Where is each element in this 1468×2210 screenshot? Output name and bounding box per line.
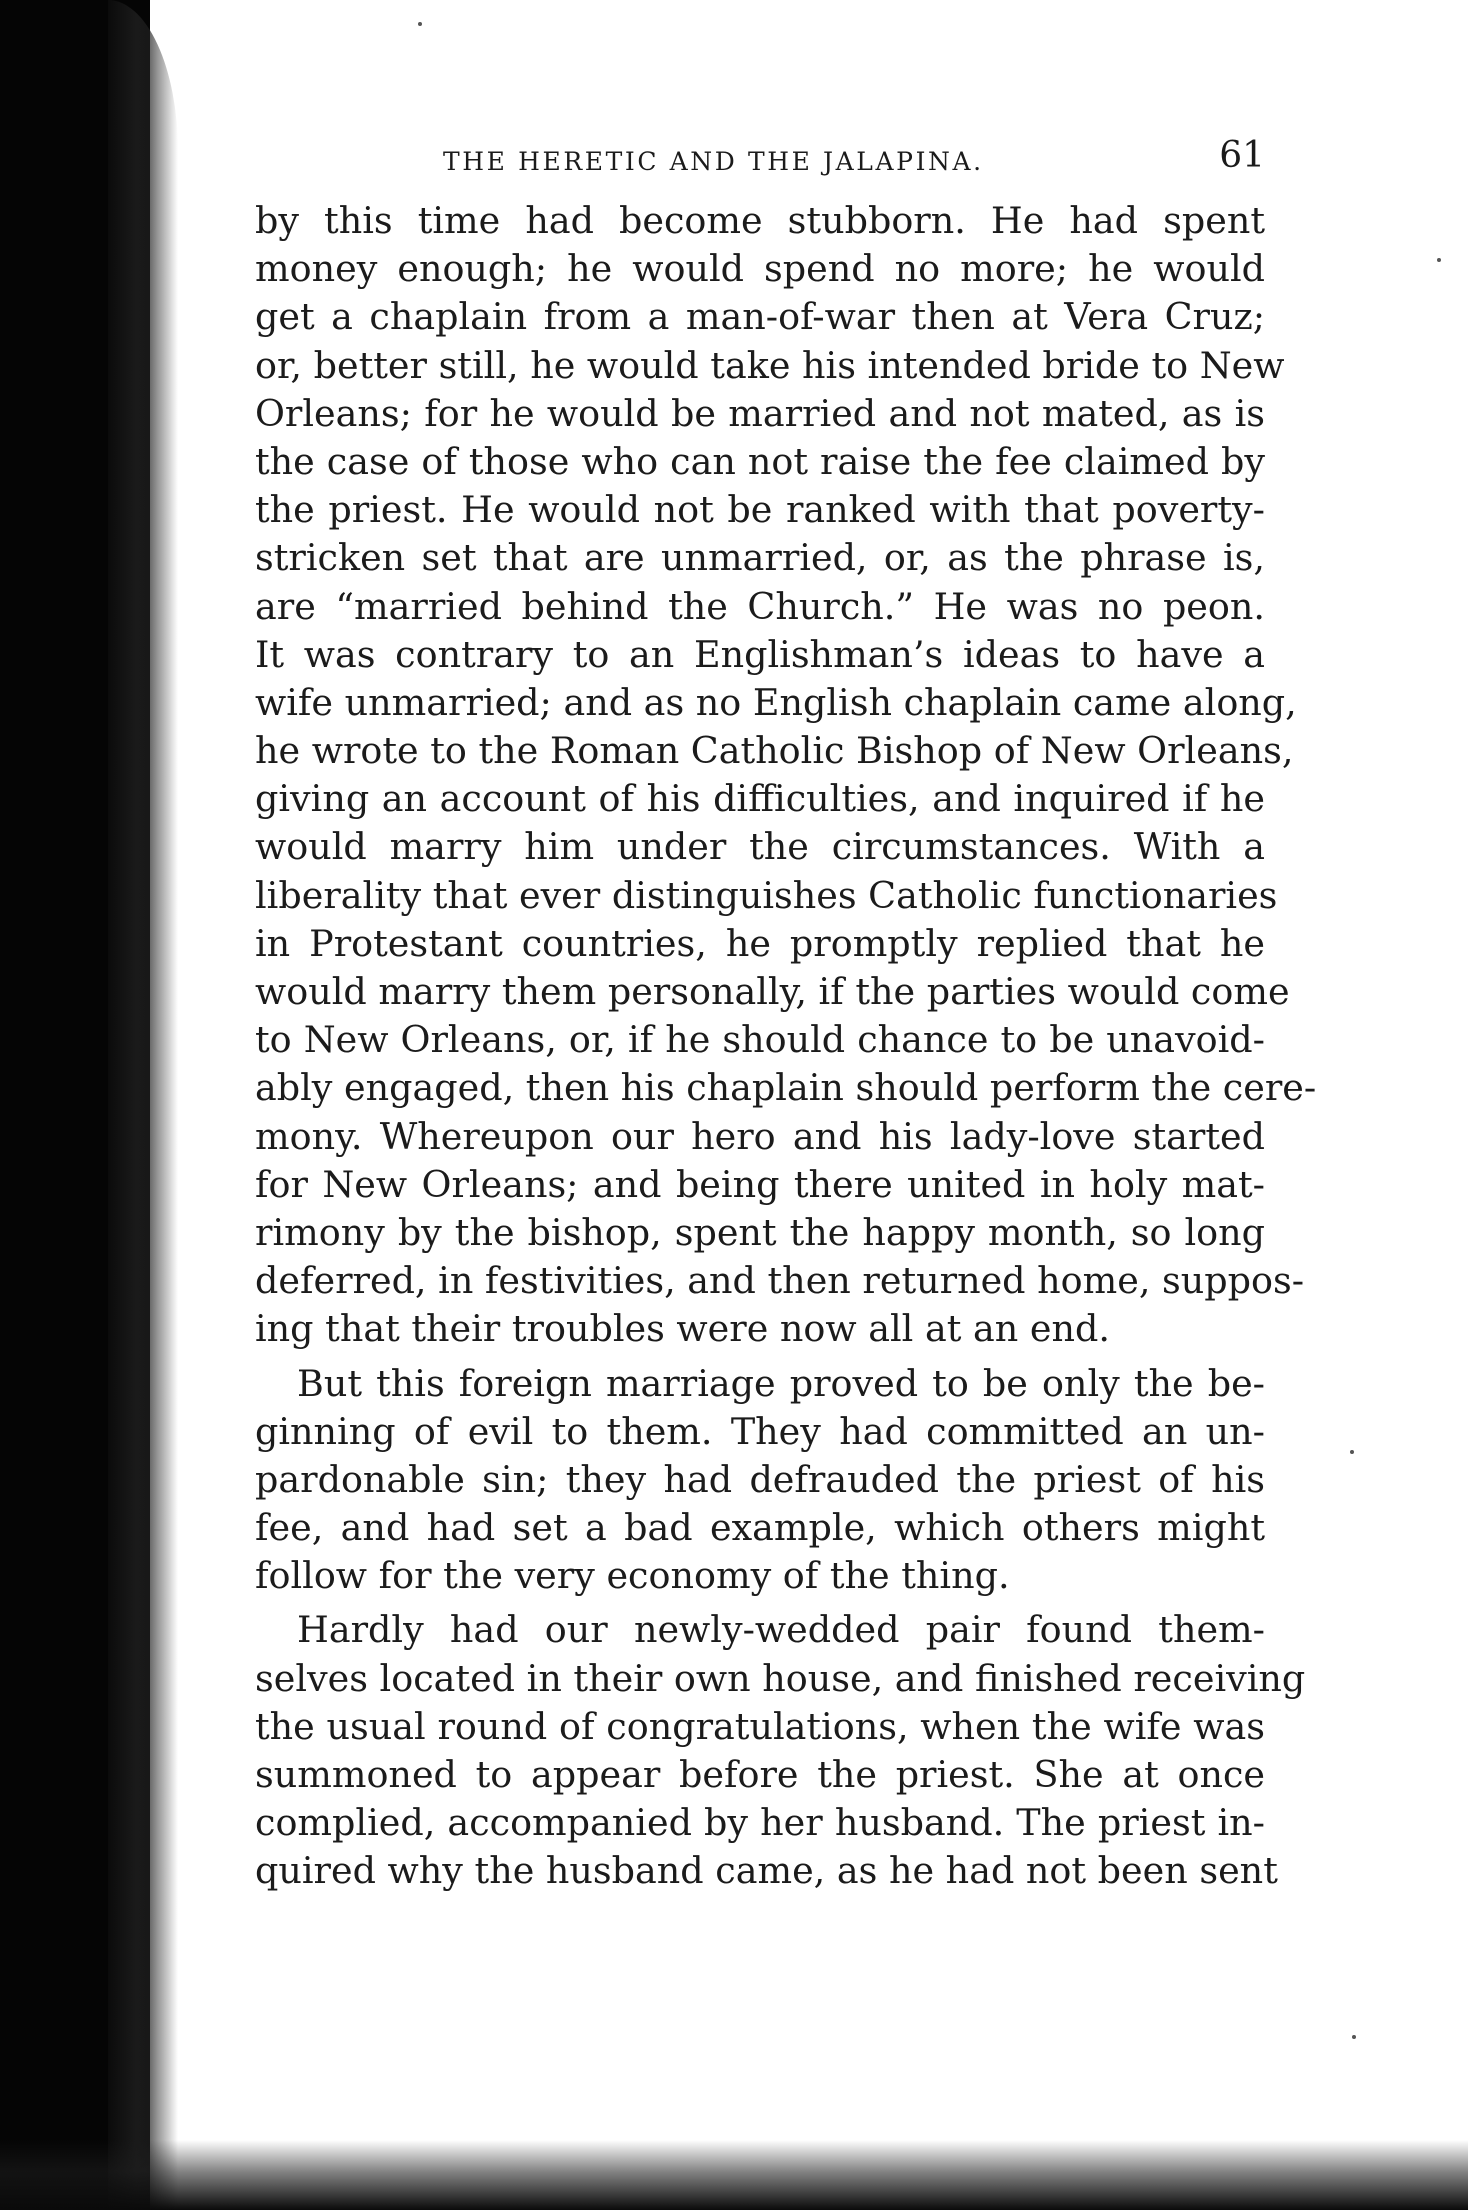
text-line: stricken set that are unmarried, or, as the phrase is, <box>255 536 1265 580</box>
page-number: 61 <box>1219 135 1265 176</box>
scan-bottom-shadow <box>0 2140 1468 2210</box>
book-page <box>255 135 1317 2095</box>
text-line: Hardly had our newly-wedded pair found them- <box>297 1608 1265 1652</box>
text-line: are “married behind the Church.” He was no peon. <box>255 584 1265 628</box>
paragraph-2 <box>255 1360 1265 1601</box>
text-line: the priest. He would not be ranked with that poverty- <box>255 488 1265 532</box>
text-line: Orleans; for he would be married and not mated, as is <box>255 391 1265 435</box>
text-line: pardonable sin; they had defrauded the priest of his <box>255 1457 1265 1501</box>
running-head-title: THE HERETIC AND THE JALAPINA. <box>443 147 984 176</box>
text-line: rimony by the bishop, spent the happy month, so long <box>255 1210 1265 1254</box>
running-head <box>255 135 1265 191</box>
text-line: deferred, in festivities, and then returned home, suppos- <box>255 1259 1305 1303</box>
scan-speck <box>418 22 422 26</box>
text-line: the case of those who can not raise the fee claimed by <box>255 439 1265 483</box>
text-line: money enough; he would spend no more; he would <box>255 247 1265 291</box>
text-line: for New Orleans; and being there united in holy mat- <box>255 1162 1265 1206</box>
text-line: by this time had become stubborn. He had spent <box>255 199 1265 242</box>
text-line: liberality that ever distinguishes Catholic functionaries <box>255 873 1278 917</box>
text-line: follow for the very economy of the thing. <box>255 1554 1010 1598</box>
text-line: the usual round of congratulations, when the wife was <box>255 1704 1265 1748</box>
text-body <box>255 197 1317 1896</box>
scan-page-curl-shadow <box>108 0 178 2210</box>
text-line: giving an account of his difficulties, and inquired if he <box>255 777 1265 821</box>
text-line: selves located in their own house, and finished receiving <box>255 1656 1306 1700</box>
text-line: summoned to appear before the priest. She at once <box>255 1753 1265 1796</box>
text-line: quired why the husband came, as he had not been sent <box>255 1849 1278 1893</box>
text-line: complied, accompanied by her husband. The priest in- <box>255 1801 1265 1845</box>
scan-speck <box>1352 2035 1356 2039</box>
text-line: in Protestant countries, he promptly replied that he <box>255 921 1265 965</box>
text-line: would marry them personally, if the parties would come <box>255 970 1290 1013</box>
text-line: would marry him under the circumstances. With a <box>255 825 1265 869</box>
text-line: ably engaged, then his chaplain should perform the cere- <box>255 1066 1317 1110</box>
text-line: or, better still, he would take his intended bride to New <box>255 343 1285 387</box>
text-line: But this foreign marriage proved to be only the be- <box>297 1361 1265 1405</box>
text-line: ginning of evil to them. They had committed an un- <box>255 1409 1265 1453</box>
scan-speck <box>1350 1450 1354 1454</box>
text-line: fee, and had set a bad example, which others might <box>255 1506 1265 1550</box>
text-line: It was contrary to an Englishman’s ideas to have a <box>255 632 1265 676</box>
text-line: get a chaplain from a man-of-war then at Vera Cruz; <box>255 295 1265 339</box>
paragraph-1 <box>255 197 1317 1354</box>
text-line: he wrote to the Roman Catholic Bishop of New Orleans, <box>255 729 1294 773</box>
text-line: mony. Whereupon our hero and his lady-love started <box>255 1114 1265 1158</box>
scan-speck <box>1437 258 1441 262</box>
text-line: wife unmarried; and as no English chaplain came along, <box>255 680 1297 724</box>
text-line: to New Orleans, or, if he should chance to be unavoid- <box>255 1018 1265 1062</box>
text-line: ing that their troubles were now all at an end. <box>255 1307 1110 1351</box>
paragraph-3 <box>255 1606 1306 1895</box>
